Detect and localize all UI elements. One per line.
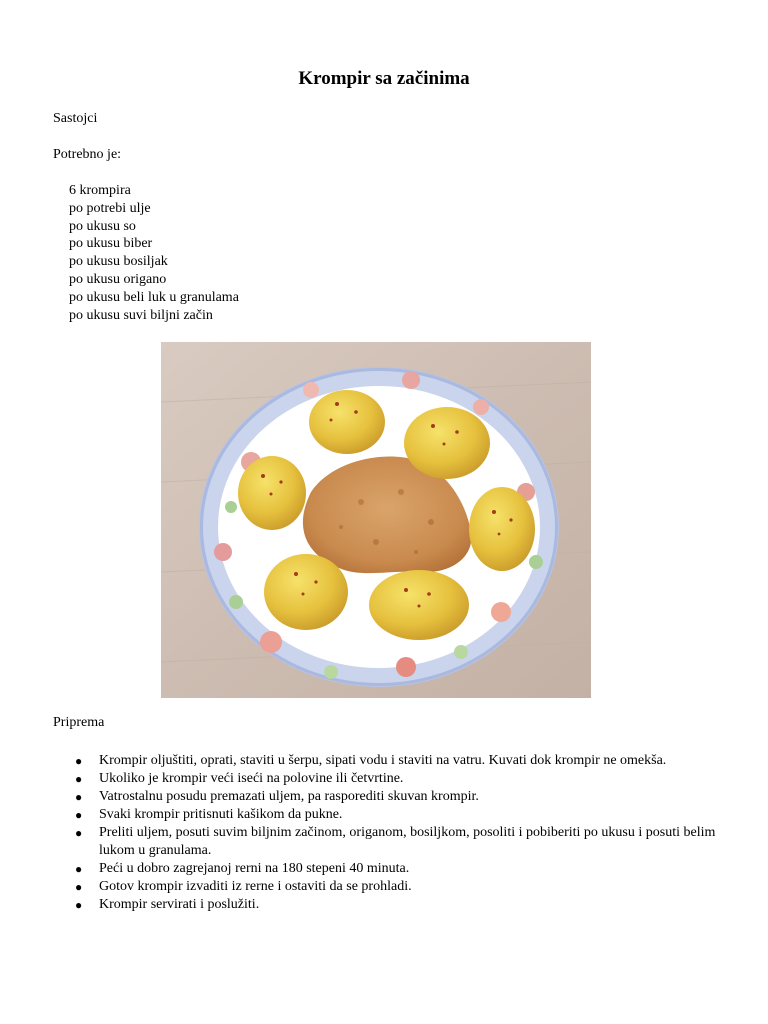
ingredients-list	[69, 182, 239, 324]
steps-list	[75, 752, 729, 914]
step-item	[75, 860, 729, 878]
step-text: Gotov krompir izvaditi iz rerne i ostaviti da se prohladi.	[99, 879, 412, 894]
step-text: Svaki krompir pritisnuti kašikom da pukne.	[99, 807, 343, 822]
ingredient-item: po ukusu origano	[69, 271, 167, 287]
required-label: Potrebno je:	[53, 147, 122, 162]
bullet-icon: ●	[75, 754, 83, 768]
step-item	[75, 824, 729, 860]
ingredients-heading: Sastojci	[53, 111, 98, 126]
step-item	[75, 770, 729, 788]
step-text: Krompir oljuštiti, oprati, staviti u šerpu, sipati vodu i staviti na vatru. Kuvati dok krompir ne omekša.	[99, 753, 667, 768]
ingredient-item: po ukusu bosiljak	[69, 254, 168, 270]
bullet-icon: ●	[75, 898, 83, 912]
step-text: Preliti uljem, posuti suvim biljnim začinom, origanom, bosiljkom, posoliti i pobiberiti po ukusu i posuti belim lukom u granulama.	[99, 825, 716, 858]
step-item	[75, 806, 729, 824]
step-item	[75, 878, 729, 896]
bullet-icon: ●	[75, 826, 83, 840]
bullet-icon: ●	[75, 862, 83, 876]
food-photo	[161, 342, 591, 698]
step-item	[75, 752, 729, 770]
bullet-icon: ●	[75, 880, 83, 894]
bullet-icon: ●	[75, 790, 83, 804]
ingredient-item: po ukusu beli luk u granulama	[69, 289, 239, 305]
ingredient-item: po potrebi ulje	[69, 200, 151, 216]
step-item	[75, 788, 729, 806]
step-item	[75, 896, 729, 914]
ingredient-item: 6 krompira	[69, 183, 131, 198]
step-text: Vatrostalnu posudu premazati uljem, pa rasporediti skuvan krompir.	[99, 789, 479, 804]
recipe-title: Krompir sa začinima	[298, 68, 470, 89]
step-text: Peći u dobro zagrejanoj rerni na 180 stepeni 40 minuta.	[99, 861, 410, 876]
ingredient-item: po ukusu so	[69, 218, 136, 234]
bullet-icon: ●	[75, 808, 83, 822]
ingredient-item: po ukusu biber	[69, 236, 153, 252]
step-text: Ukoliko je krompir veći iseći na polovine ili četvrtine.	[99, 771, 404, 786]
step-text: Krompir servirati i poslužiti.	[99, 897, 260, 912]
ingredient-item: po ukusu suvi biljni začin	[69, 307, 213, 323]
preparation-heading: Priprema	[53, 715, 105, 730]
bullet-icon: ●	[75, 772, 83, 786]
